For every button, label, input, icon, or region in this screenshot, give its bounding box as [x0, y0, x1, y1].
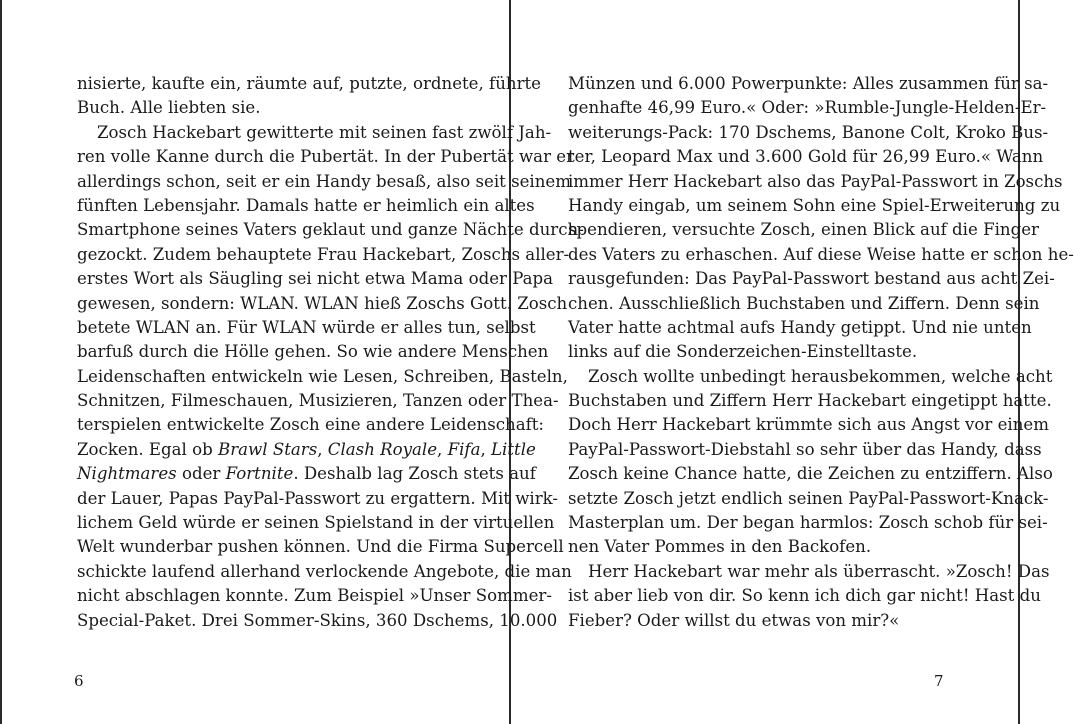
text-run: , [480, 439, 492, 459]
text-line: PayPal-Passwort-Diebstahl so sehr über das Handy, dass [568, 439, 1042, 459]
text-line: lichem Geld würde er seinen Spielstand in der virtuellen [77, 513, 555, 533]
text-line: Fieber? Oder willst du etwas von mir?« [568, 610, 900, 630]
text-line: terspielen entwickelte Zosch eine andere Leidenschaft: [77, 415, 545, 435]
text-line: Buch. Alle liebten sie. [77, 98, 261, 118]
right-page-number: 7 [934, 672, 944, 690]
text-line: Doch Herr Hackebart krümmte sich aus Angst vor einem [568, 415, 1049, 435]
text-line: Handy eingab, um seinem Sohn eine Spiel-Erweiterung zu [568, 195, 1061, 215]
text-line: Vater hatte achtmal aufs Handy getippt. Und nie unten [568, 317, 1032, 337]
text-line: nisierte, kaufte ein, räumte auf, putzte, ordnete, führte [77, 74, 541, 93]
text-line: nen Vater Pommes in den Backofen. [568, 537, 872, 557]
italic-title: Fifa [447, 439, 481, 459]
text-line: schickte laufend allerhand verlockende Angebote, die man [77, 561, 572, 581]
text-line: Smartphone seines Vaters geklaut und ganze Nächte durch- [77, 220, 584, 240]
text-line: immer Herr Hackebart also das PayPal-Passwort in Zoschs [568, 171, 1063, 191]
text-line: Masterplan um. Der began harmlos: Zosch schob für sei- [568, 513, 1048, 533]
text-line: Schnitzen, Filmeschauen, Musizieren, Tanzen oder Thea- [77, 391, 559, 411]
text-run: oder [176, 464, 226, 484]
text-line: chen. Ausschließlich Buchstaben und Ziffern. Denn sein [568, 293, 1040, 313]
text-line: fünften Lebensjahr. Damals hatte er heimlich ein altes [77, 195, 535, 215]
text-line: Zosch Hackebart gewitterte mit seinen fast zwölf Jah- [97, 122, 552, 142]
text-line: setzte Zosch jetzt endlich seinen PayPal-Passwort-Knack- [568, 488, 1049, 508]
text-line: Leidenschaften entwickeln wie Lesen, Schreiben, Basteln, [77, 366, 568, 386]
text-line: Zosch wollte unbedingt herausbekommen, welche acht [588, 366, 1053, 386]
text-line: ist aber lieb von dir. So kenn ich dich gar nicht! Hast du [568, 586, 1041, 606]
text-line [77, 462, 536, 486]
text-run: , [437, 439, 448, 459]
text-line [77, 438, 536, 462]
right-page-text [568, 72, 1074, 633]
text-line: erstes Wort als Säugling sei nicht etwa Mama oder Papa [77, 269, 554, 289]
italic-title: Fortnite [225, 464, 294, 484]
text-line: gezockt. Zudem behauptete Frau Hackebart, Zoschs aller- [77, 244, 570, 264]
text-line: des Vaters zu erhaschen. Auf diese Weise hatte er schon he- [568, 244, 1074, 264]
text-line: barfuß durch die Hölle gehen. So wie andere Menschen [77, 342, 549, 362]
text-run: , [317, 439, 328, 459]
left-page-number: 6 [74, 672, 84, 690]
italic-title: Little [491, 439, 536, 459]
italic-title: Clash Royale [327, 439, 438, 459]
text-line: links auf die Sonderzeichen-Einstelltaste. [568, 342, 918, 362]
italic-title: Brawl Stars [218, 439, 318, 459]
text-line: allerdings schon, seit er ein Handy besaß, also seit seinem [77, 171, 571, 191]
text-line: ren volle Kanne durch die Pubertät. In der Pubertät war er [77, 147, 575, 167]
text-run: Zocken. Egal ob [77, 439, 219, 459]
text-run: . Deshalb lag Zosch stets auf [293, 464, 536, 484]
text-line: Münzen und 6.000 Powerpunkte: Alles zusammen für sa- [568, 74, 1049, 93]
text-line: Buchstaben und Ziffern Herr Hackebart eingetippt hatte. [568, 391, 1052, 411]
text-line: weiterungs-Pack: 170 Dschems, Banone Colt, Kroko Bus- [568, 122, 1049, 142]
left-page [2, 0, 584, 724]
text-line: rausgefunden: Das PayPal-Passwort bestand aus acht Zei- [568, 269, 1055, 289]
text-line: Zosch keine Chance hatte, die Zeichen zu entziffern. Also [568, 464, 1053, 484]
text-line: spendieren, versuchte Zosch, einen Blick auf die Finger [568, 220, 1039, 240]
text-line: genhafte 46,99 Euro.« Oder: »Rumble-Jungle-Helden-Er- [568, 98, 1047, 118]
text-line: der Lauer, Papas PayPal-Passwort zu ergattern. Mit wirk- [77, 488, 559, 508]
text-line: Special-Paket. Drei Sommer-Skins, 360 Dschems, 10.000 [77, 610, 558, 630]
left-page-text [77, 72, 584, 633]
text-line: nicht abschlagen konnte. Zum Beispiel »Unser Sommer- [77, 586, 552, 606]
text-line: betete WLAN an. Für WLAN würde er alles tun, selbst [77, 317, 536, 337]
right-page [511, 0, 1074, 724]
italic-title: Nightmares [77, 464, 177, 484]
text-line: Herr Hackebart war mehr als überrascht. »Zosch! Das [588, 561, 1050, 581]
text-line: ter, Leopard Max und 3.600 Gold für 26,99 Euro.« Wann [568, 147, 1044, 167]
text-line: Welt wunderbar pushen können. Und die Firma Supercell [77, 537, 564, 557]
text-line: gewesen, sondern: WLAN. WLAN hieß Zoschs Gott. Zosch [77, 293, 568, 313]
